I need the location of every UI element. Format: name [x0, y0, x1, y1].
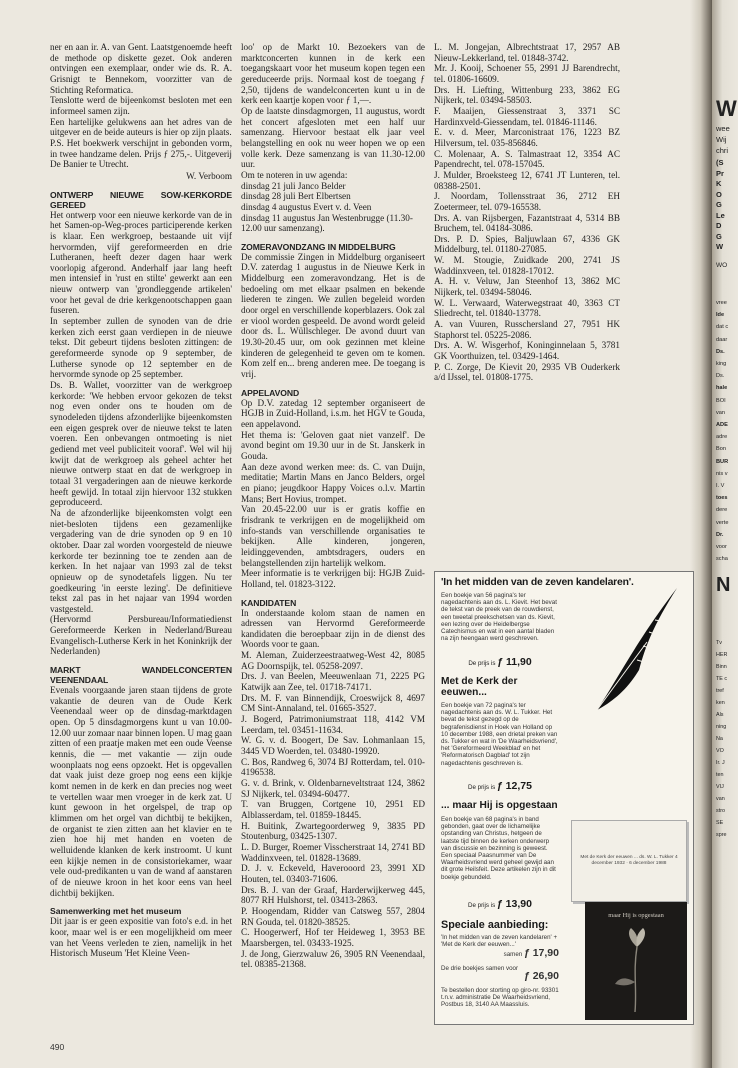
book1-description: Een boekje van 56 pagina's ter nagedachtenis aan ds. L. Kievit. Het bevat de tekst van de preek van de rouwdienst, een tweetal preekschetsen van ds. Kievit, een lezing over de Heidelbergse Catechismus en wat in een aantal bladen na zijn heengaan werd geschreven. — [441, 592, 557, 643]
offer-price-row — [441, 947, 559, 959]
column-2 — [241, 42, 425, 970]
offer-title: Speciale aanbieding: — [441, 919, 549, 931]
right-page-fragment: Wij — [716, 135, 727, 144]
right-page-fragment: dere — [716, 507, 728, 514]
book2-price-row — [441, 780, 559, 792]
article-heading-appelavond: APPELAVOND — [241, 387, 300, 398]
right-page-fragment: Ir. J — [716, 760, 725, 766]
paragraph: Evenals voorgaande jaren staan tijdens de grote vakantie de deuren van de Oude Kerk Veenendaal weer op de dinsdag-marktdagen open. Op 5 dinsdagmorgens kunt u van 10.00-12.00 uur zomaar naar binnen lopen. U mag gaan zitten of een praatje maken met een oude Veense kennis, die — met vakantie — zijn oude woonplaats nog eens opzoekt. Het is opgevallen dat vaak juist deze groep nog eens een kijkje komt nemen in de kerk en dan precies nog weet te vertellen waar men vroeger in de kerk zat. U kunt gewoon in het orgelspel, de trap op klimmen om het orgel van dichtbij te bekijken, de organist te zien zitten aan het klavier en te zien hoe hij met handen en voeten de welluidende klanken de kerk instroomt. U kunt een kijkje nemen in de consistoriekamer, waar vele oud-predikanten u van de wand af aanstaren of de nieuwe kroon in het koor eens van heel dichtbij bekijken. — [50, 685, 232, 898]
right-page-fragment: king — [716, 361, 727, 367]
list-item: P. Hoogendam, Ridder van Catsweg 557, 2804 RN Gouda, tel. 01820-38525. — [241, 905, 425, 927]
right-page-fragment: Dr. — [716, 531, 724, 538]
article-heading-wandelconcerten: MARKT WANDELCONCERTEN VEENENDAAL — [50, 665, 232, 686]
paragraph: P.S. Het boekwerk verschijnt in gebonden vorm, in twee handzame delen. Prijs ƒ 275,-. Uitgeverij De Banier te Utrecht. — [50, 137, 232, 170]
book2-title: Met de Kerk der eeuwen... — [441, 676, 518, 698]
schedule-line: dinsdag 21 juli Janco Belder — [241, 180, 346, 191]
right-page-fragment: I. V — [716, 483, 725, 489]
right-page-fragment: van — [716, 796, 725, 802]
schedule-line: dinsdag 4 augustus Evert v. d. Veen — [241, 201, 372, 212]
list-item: P. C. Zorge, De Kievit 20, 2935 VB Ouderkerk a/d IJssel, tel. 01808-1775. — [434, 361, 620, 383]
lily-illustration-icon — [585, 902, 687, 1020]
right-page-fragment: BOI — [716, 397, 726, 404]
right-page-fragment: Bon — [716, 446, 726, 453]
right-page-fragment: hale — [716, 385, 728, 392]
book2-price-label: De prijs is — [468, 784, 496, 791]
subheading-museum: Samenwerking met het museum — [50, 906, 182, 917]
list-item: J. de Jong, Gierzwaluw 26, 3905 RN Veenendaal, tel. 08385-21368. — [241, 948, 425, 970]
right-page-fragment: (S — [716, 158, 724, 167]
right-page-fragment: HER — [716, 652, 728, 658]
list-item: Drs. A. W. Wisgerhof, Koninginnelaan 5, 3781 GK Voorthuizen, tel. 03429-1464. — [434, 340, 620, 362]
right-page-big-letter: W — [716, 96, 737, 121]
book-cover-title: maar Hij is opgestaan — [608, 912, 664, 919]
article-body-kandidaten — [241, 608, 425, 970]
list-item: E. v. d. Meer, Marconistraat 176, 1223 BZ Hilversum, tel. 035-856846. — [434, 127, 620, 148]
paragraph: Ds. B. Wallet, voorzitter van de werkgroep kerkorde: 'We hebben ervoor gekozen de tekst nog even onder ons te houden om de synodeleden tijdens afzonderlijke bijeenkomsten een eigen gesprek over de nieuwe tekst te laten voeren. Een onbevangen ontmoeting is niet gediend met veel publiciteit vooraf'. Wel wil hij kwijt dat de werkgroep als geheel achter het nieuwe ontwerp staat en dat de werkgroep in totaal 31 vergaderingen aan de nieuwe kerkorde heeft gewijd. In totaal zijn hiervoor 132 stukken geproduceerd. — [50, 380, 232, 508]
right-page-fragment: G — [716, 231, 722, 241]
paragraph-museum: Dit jaar is er geen expositie van foto's e.d. in het koor, maar wel is er een mogelijkheid om meer van het Veens verleden te zien, namelijk in het Historisch Museum 'Het Kleine Veen- — [50, 916, 232, 959]
right-page-fragment: ten — [716, 772, 724, 778]
paragraph: Aan deze avond werken mee: ds. C. van Duijn, meditatie; Martin Mans en Janco Belders, orgel en piano; jeugdkoor Happy Voices o.l.v. Martin Mans; Bert Hovius, trompet. — [241, 461, 425, 504]
right-page-fragment: voor — [716, 544, 727, 550]
page-number: 490 — [50, 1042, 65, 1052]
right-page-fragment: ning — [716, 724, 727, 730]
book-cover-opgestaan — [585, 902, 687, 1020]
list-item: Mr. J. Kooij, Schoener 55, 2991 JJ Barendrecht, tel. 01806-16609. — [434, 63, 620, 84]
right-page-fragment: Pr — [716, 168, 724, 178]
right-page-fragment: Ide — [716, 312, 725, 319]
right-page-fragment: VO — [716, 748, 724, 754]
right-page-fragment: N — [716, 574, 731, 596]
list-item: In onderstaande kolom staan de namen en adressen van Hervormd Gereformeerde kandidaten die beroepbaar zijn in de dienst des Woords voor te gaan. — [241, 607, 425, 650]
right-page-fragment: ADE — [716, 422, 728, 428]
list-item: A. van Vuuren, Russchersland 27, 7951 HK Staphorst tel. 05225-2086. — [434, 319, 620, 340]
right-page-fragment: O — [716, 189, 722, 199]
schedule-line: dinsdag 11 augustus Jan Westenbrugge (11.30-12.00 uur samenzang). — [241, 212, 413, 234]
offer-description: 'In het midden van de zeven kandelaren' + 'Met de Kerk der eeuwen...' — [441, 934, 558, 949]
book3-price: ƒ 13,90 — [496, 898, 532, 910]
right-page-fragment: spre — [716, 832, 727, 838]
ad-title: 'In het midden van de zeven kandelaren'. — [441, 577, 634, 588]
list-item: C. Molenaar, A. S. Talmastraat 12, 3354 AC Papendrecht, tel. 078-157045. — [434, 148, 620, 170]
article-body-wandelconcerten — [50, 685, 232, 898]
right-page-fragment: adre — [716, 434, 728, 441]
book-advertisement — [434, 571, 694, 1025]
list-item: Drs. M. F. van Binnendijk, Croeswijck 8, 4697 CM Sint-Annaland, tel. 01665-3527. — [241, 692, 425, 714]
right-page-fragment: Tv — [716, 640, 722, 646]
right-page-fragment: Ds. — [716, 348, 725, 355]
offer-price: ƒ 17,90 — [523, 947, 559, 959]
right-page-fragment: tref — [716, 688, 724, 694]
list-item: L. D. Burger, Roemer Visscherstraat 14, 2741 BD Waddinxveen, tel. 01828-13689. — [241, 841, 425, 863]
book3-price-row — [441, 898, 559, 910]
concert-schedule — [241, 170, 425, 234]
article-body-zomeravondzang — [241, 252, 425, 380]
column-1 — [50, 42, 232, 959]
book-cover-caption: Met de Kerk der eeuwen ... ds. W. L. Tukker 4 december 1932 · 6 december 1988 — [580, 855, 678, 866]
right-page-fragment: daar — [716, 336, 728, 343]
book2-description: Een boekje van 72 pagina's ter nagedachtenis aan ds. W. L. Tukker. Het bevat de tekst gezegd op de begrafenisdienst in Hoek van Holland op 10 december 1988, een drietal preken van ds. Tukker en wat in 'De Waarheidsvriend', het 'Gereformeerd Weekblad' en het 'Reformatorisch Dagblad' tot zijn nagedachtenis geschreven is. — [441, 702, 558, 767]
list-item: F. Maaijen, Giessenstraat 3, 3371 SC Hardinxveld-Giessendam, tel. 01846-11146. — [434, 105, 620, 127]
paragraph: Het ontwerp voor een nieuwe kerkorde van de in het Samen-op-Weg-proces participerende kerken is klaar. Een werkgroep, bestaande uit vijf hervormden, vijf gereformeerden en drie Lutheranen, heeft dezer dagen haar werk voorlopig afgerond. Anderhalf jaar lang heeft men intensief in 'rust en stilte' gewerkt aan een nieuw ontwerp van 'grondleggende artikelen' voor het geval de drie kerkgenootschappen gaan fuseren. — [50, 209, 232, 316]
book3-title: ... maar Hij is opgestaan — [441, 800, 558, 811]
list-item: J. Noordam, Tollensstraat 36, 2712 EH Zoetermeer, tel. 079-165538. — [434, 191, 620, 212]
right-page-fragment: vree — [716, 300, 727, 306]
article-continued — [241, 42, 425, 170]
schedule-line: dinsdag 28 juli Bert Elbertsen — [241, 191, 351, 202]
list-item: Drs. A. van Rijsbergen, Fazantstraat 4, 5314 BB Bruchem, tel. 04184-3086. — [434, 212, 620, 234]
right-page-fragment: verte — [716, 519, 729, 526]
right-page-fragment: VIJ — [716, 784, 724, 790]
article-heading-kandidaten: KANDIDATEN — [241, 597, 297, 608]
paragraph: Van 20.45-22.00 uur is er gratis koffie en frisdrank te verkrijgen en de mogelijkheid om info-stands van verschillende organisaties te bekijken. Alle kinderen, jongeren, leidinggevenden, ambtsdragers, ouders en belangstellenden zijn hartelijk welkom. — [241, 504, 425, 568]
list-item: Drs. P. D. Spies, Baljuwlaan 67, 4336 GK Middelburg, tel. 01180-27085. — [434, 233, 620, 255]
paragraph: Op de laatste dinsdagmorgen, 11 augustus, wordt het concert afgesloten met een half uur samenzang. Hiervoor bestaat elk jaar veel belangstelling en ook nu weer hopen we op een volle kerk. Deze samenzang is van 11.30-12.00 uur. — [241, 105, 425, 170]
list-item: H. Buitink, Zwartegoorderweg 9, 3835 PD Stoutenburg, 03425-1307. — [241, 820, 425, 842]
article-body-kerkorde — [50, 210, 232, 658]
right-page-fragment: stro — [716, 808, 725, 814]
right-page-fragment: W — [716, 242, 724, 251]
list-item: J. Mulder, Broeksteeg 12, 6741 JT Lunteren, tel. 08388-2501. — [434, 169, 620, 191]
list-item: D. J. v. Eckeveld, Haverooord 23, 3991 XD Houten, tel. 03403-71606. — [241, 863, 425, 884]
right-page-fragment: chri — [716, 146, 729, 155]
article-intro — [50, 42, 232, 170]
right-page-fragment: K — [716, 179, 722, 188]
book1-price: ƒ 11,90 — [497, 656, 532, 668]
right-page-fragment: Ds. — [716, 373, 725, 380]
right-page-fragment: scha — [716, 556, 728, 563]
paragraph: Meer informatie is te verkrijgen bij: HGJB Zuid-Holland, tel. 01823-3122. — [241, 568, 425, 589]
book-cover-met-de-kerk — [571, 820, 687, 902]
right-page-fragment: Als — [716, 712, 724, 718]
list-item: Drs. H. Liefting, Wittenburg 233, 3862 EG Nijkerk, tel. 03494-58503. — [434, 84, 620, 106]
right-page-fragment: BUR — [716, 458, 729, 465]
offer-price-label: samen — [503, 951, 523, 958]
list-item: W. G. v. d. Boogert, De Sav. Lohmanlaan 15, 3445 VD Woerden, tel. 03480-19920. — [241, 735, 425, 757]
paragraph: De commissie Zingen in Middelburg organiseert D.V. zaterdag 1 augustus in de Nieuwe Kerk in Middelburg een zomeravondzang. Het is de bedoeling om met elkaar psalmen en bekende liederen te zingen. We zullen begeleid worden door orgel en verschillende koperblazers. Ook zal er viool worden gespeeld. De avond wordt geleid door ds. L. Wüllschleger. De avond duurt van 19.30-20.45 uur, om ook gezinnen met kleine kinderen de gelegenheid te geven om te komen. Kom zelf en... breng anderen mee. De toegang is vrij. — [241, 251, 425, 380]
right-page-fragment: TE c — [716, 676, 728, 682]
all-books-price: ƒ 26,90 — [523, 970, 559, 982]
paragraph: Na de afzonderlijke bijeenkomsten volgt een niet-besloten tijdens een gezamenlijke vergadering van de drie synoden op 9 en 10 oktober. Daar zal worden voorgesteld de nieuwe kerkorde ter bezinning toe te zenden aan de kerken. In het najaar van 1993 zal de tekst opnieuw op de synodetafels liggen. Nu ter goedkeuring 'in eerste lezing'. De definitieve tekst zal pas in het najaar van 1994 worden vastgesteld. — [50, 507, 232, 614]
list-item: C. Bos, Randweg 6, 3074 BJ Rotterdam, tel. 010-4196538. — [241, 756, 425, 778]
book2-price: ƒ 12,75 — [496, 780, 532, 792]
right-page-fragment: toes — [716, 495, 728, 502]
right-page-fragment: Binn — [716, 664, 727, 670]
book1-price-label: De prijs is — [468, 660, 496, 667]
order-instructions: Te bestellen door storting op giro-nr. 93301 t.n.v. administratie De Waarheidsvriend, Postbus 18, 3140 AA Maassluis. — [441, 987, 559, 1009]
paragraph: Tenslotte werd de bijeenkomst besloten met een informeel samen zijn. — [50, 95, 232, 116]
article-body-appelavond — [241, 398, 425, 590]
list-item: A. H. v. Veluw, Jan Steenhof 13, 3862 MC Nijkerk, tel. 03494-58046. — [434, 276, 620, 298]
right-page-fragment: SE — [716, 820, 724, 826]
book3-description: Een boekje van 68 pagina's in band gebonden, gaat over de lichamelijke opstanding van Christus, hetgeen de laatste tijd binnen de kerken onderwerp van discussie en bezinning is geweest. Een speciaal Paasnummer van De Waarheidsvriend werd geheel gewijd aan dit grote Heilsfeit. Deze artikelen zijn in dit boekje gebundeld. — [441, 816, 556, 881]
right-page-fragment: dat c — [716, 324, 729, 331]
list-item: C. Hoogerwerf, Hof ter Heideweg 1, 3953 BE Maarsbergen, tel. 03433-1925. — [241, 927, 425, 948]
paragraph: In september zullen de synoden van de drie kerken zich eerst gaan verdiepen in de nieuwe tekst. Dit gebeurt tijdens besloten zittingen: de gereformeerde synode op 9 september, de Lutherse synode op 12 september en de hervormde synode op 25 september. — [50, 316, 232, 380]
article-heading-zomeravondzang: ZOMERAVONDZANG IN MIDDELBURG — [241, 241, 396, 252]
right-page-fragment: WO — [716, 262, 728, 269]
list-item: M. Aleman, Zuiderzeestraatweg-West 42, 8085 AG Doornspijk, tel. 05258-2097. — [241, 650, 425, 671]
paragraph: Een hartelijke gelukwens aan het adres van de uitgever en de beide auteurs is hier op zijn plaats. — [50, 116, 232, 138]
list-item: W. L. Verwaard, Waterwegstraat 40, 3363 CT Sliedrecht, tel. 01840-13778. — [434, 297, 620, 319]
right-page-fragment: Na — [716, 736, 723, 742]
all-books-label: De drie boekjes samen voor — [441, 965, 519, 972]
column-3 — [434, 42, 620, 383]
right-page-edge — [712, 0, 738, 1068]
list-item: Drs. J. van Beelen, Meeuwenlaan 71, 2225 PG Katwijk aan Zee, tel. 01718-74171. — [241, 671, 425, 693]
right-page-fragment: ken — [716, 700, 725, 706]
book1-price-row — [441, 656, 559, 668]
article-heading-kerkorde: ONTWERP NIEUWE SOW-KERKORDE GEREED — [50, 189, 232, 210]
list-item: W. M. Stougie, Zuidkade 200, 2741 JS Waddinxveen, tel. 01828-17012. — [434, 255, 620, 276]
paragraph: (Hervormd Persbureau/Informatiedienst Gereformeerde Kerken in Nederland/Bureau Evangelisch-Lutherse Kerk in het Koninkrijk der Nederlanden) — [50, 614, 232, 657]
book3-price-label: De prijs is — [468, 902, 496, 909]
paragraph: Het thema is: 'Geloven gaat niet vanzelf'. De avond begint om 19.30 uur in de St. Janskerk in Gouda. — [241, 429, 425, 461]
right-page-fragment: van — [716, 409, 726, 416]
candidate-list — [434, 42, 620, 383]
paragraph: loo' op de Markt 10. Bezoekers van de marktconcerten kunnen in de kerk een toegangskaart voor het museum kopen tegen een gereduceerde prijs. Normaal kost de toegang ƒ 2,50, tijdens de wandelconcerten kunt u in de kerk een kaartje kopen voor ƒ 1,—. — [241, 42, 425, 106]
right-page-fragment: Le — [716, 210, 725, 220]
paragraph: ner en aan ir. A. van Gent. Laatstgenoemde heeft de methode op diskette gezet. Ook anderen ontvingen een exemplaar, onder wie ds. R. A. Grisnigt te Bennekom, voorzitter van de Stichting Reformatica. — [50, 42, 232, 95]
list-item: G. v. d. Brink, v. Oldenbarneveltstraat 124, 3862 SJ Nijkerk, tel. 03494-60477. — [241, 778, 425, 799]
quill-feather-icon — [577, 580, 687, 720]
signature: W. Verboom — [186, 170, 232, 181]
list-item: Drs. B. J. van der Graaf, Harderwijkerweg 445, 8077 RH Hulshorst, tel. 03413-2863. — [241, 884, 425, 906]
list-item: J. Bogerd, Patrimoniumstraat 118, 4142 VM Leerdam, tel. 03451-11634. — [241, 714, 425, 735]
list-item: L. M. Jongejan, Albrechtstraat 17, 2957 AB Nieuw-Lekkerland, tel. 01848-3742. — [434, 42, 620, 63]
schedule-line: Om te noteren in uw agenda: — [241, 169, 348, 180]
right-page-fragment: D — [716, 221, 722, 230]
right-page-fragment: wee — [716, 124, 730, 133]
right-page-fragment: nis v — [716, 470, 728, 477]
paragraph: Op D.V. zatedag 12 september organiseert de HGJB in Zuid-Holland, i.s.m. het HGV te Gouda, een appelavond. — [241, 397, 425, 429]
right-page-fragment: G — [716, 200, 722, 209]
list-item: T. van Bruggen, Cortgene 10, 2951 ED Alblasserdam, tel. 01859-18445. — [241, 799, 425, 820]
